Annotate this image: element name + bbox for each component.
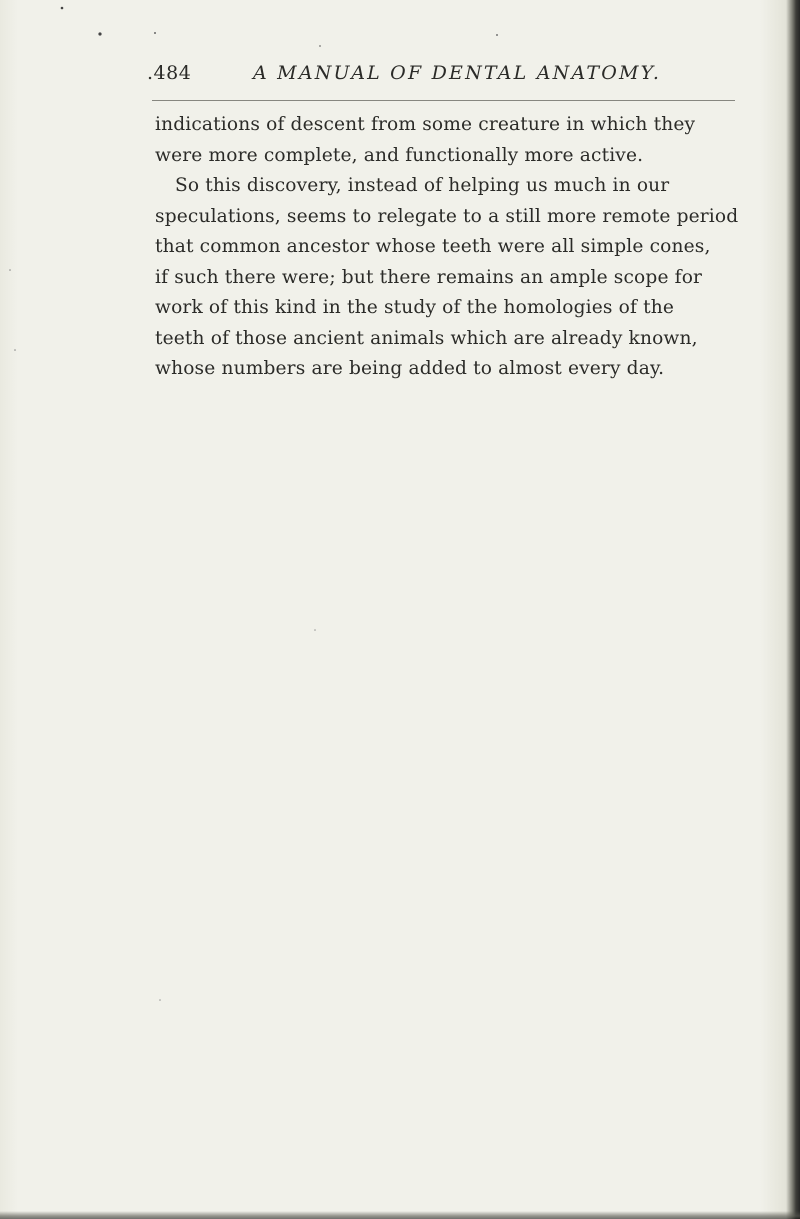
text-line: indications of descent from some creature in which they (155, 114, 696, 135)
page-number: .484 (147, 62, 192, 84)
body-text (155, 110, 755, 385)
running-header (147, 62, 737, 92)
text-line: whose numbers are being added to almost every day. (155, 358, 665, 379)
header-rule (152, 100, 735, 101)
text-line: if such there were; but there remains an ample scope for (155, 266, 703, 288)
page-bottom-edge (0, 1211, 800, 1219)
running-title: A MANUAL OF DENTAL ANATOMY. (253, 62, 662, 84)
text-line: that common ancestor whose teeth were all simple cones, (155, 236, 711, 257)
text-line: teeth of those ancient animals which are already known, (155, 327, 698, 349)
book-binding-edge (786, 0, 800, 1219)
text-line: work of this kind in the study of the homologies of the (155, 297, 674, 318)
text-line: were more complete, and functionally more active. (155, 144, 644, 166)
text-line: speculations, seems to relegate to a still more remote period (155, 205, 739, 227)
paragraph-start-line: So this discovery, instead of helping us much in our (175, 175, 670, 196)
